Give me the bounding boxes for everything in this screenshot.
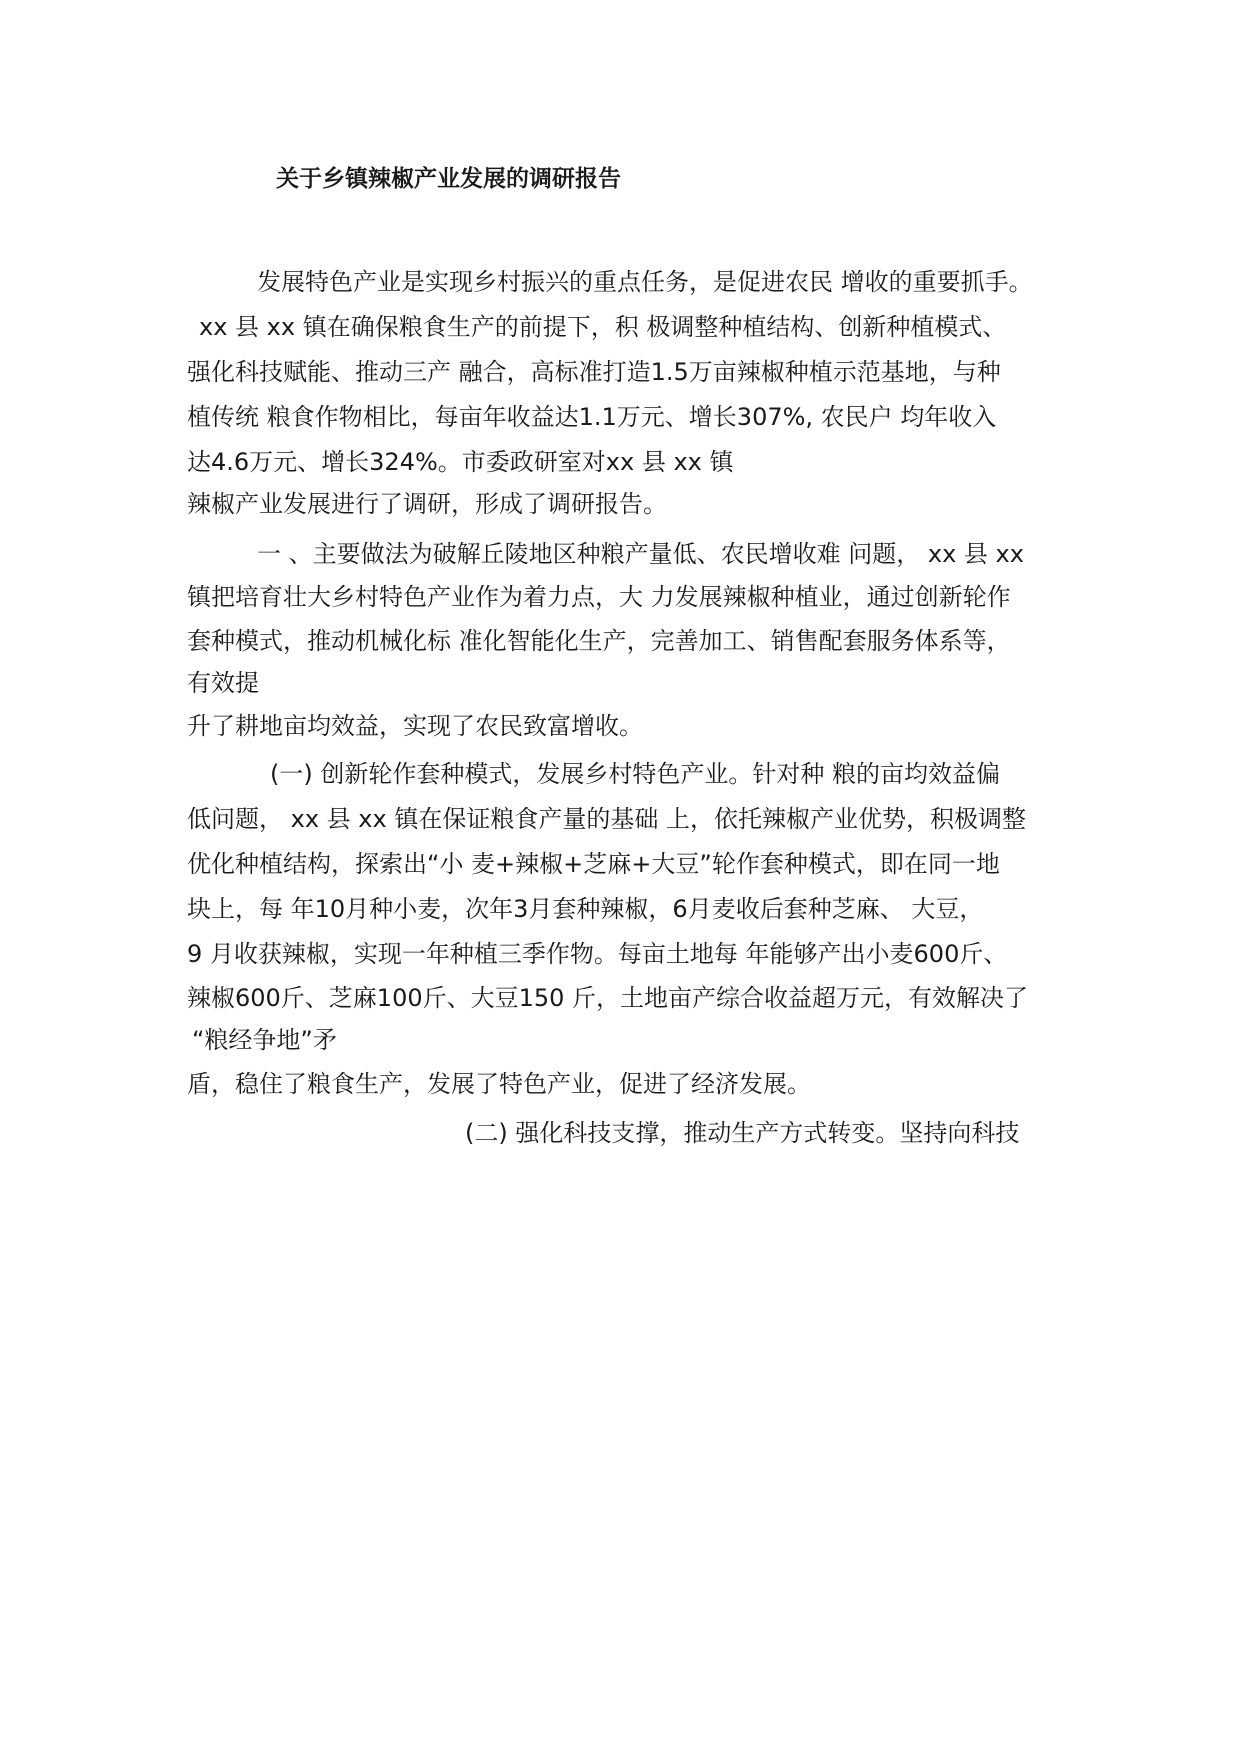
paragraph-line: “粮经争地”矛 xyxy=(192,1026,337,1054)
paragraph-line: 升了耕地亩均效益，实现了农民致富增收。 xyxy=(187,712,643,740)
paragraph-line: 强化科技赋能、推动三产 融合，高标准打造1.5万亩辣椒种植示范基地，与种 xyxy=(187,358,1001,386)
paragraph-line: (一) 创新轮作套种模式，发展乡村特色产业。针对种 粮的亩均效益偏 xyxy=(270,760,1000,788)
paragraph-line: 套种模式，推动机械化标 准化智能化生产，完善加工、销售配套服务体系等， xyxy=(187,627,1011,655)
paragraph-line: 镇把培育壮大乡村特色产业作为着力点，大 力发展辣椒种植业，通过创新轮作 xyxy=(187,583,1011,611)
paragraph-line: 9 月收获辣椒，实现一年种植三季作物。每亩土地每 年能够产出小麦600斤、 xyxy=(187,940,1008,968)
paragraph-line: (二) 强化科技支撑，推动生产方式转变。坚持向科技 xyxy=(465,1119,1020,1147)
paragraph-line: xx 县 xx 镇在确保粮食生产的前提下，积 极调整种植结构、创新种植模式、 xyxy=(199,313,1007,341)
paragraph-line: 达4.6万元、增长324%。市委政研室对xx 县 xx 镇 xyxy=(187,448,734,476)
document-title: 关于乡镇辣椒产业发展的调研报告 xyxy=(276,166,621,192)
paragraph-line: 辣椒600斤、芝麻100斤、大豆150 斤，土地亩产综合收益超万元，有效解决了 xyxy=(187,984,1029,1012)
paragraph-line: 块上，每 年10月种小麦，次年3月套种辣椒，6月麦收后套种芝麻、 大豆， xyxy=(187,895,984,923)
paragraph-line: 植传统 粮食作物相比，每亩年收益达1.1万元、增长307%, 农民户 均年收入 xyxy=(187,403,997,431)
paragraph-line: 有效提 xyxy=(187,669,259,697)
paragraph-line: 低问题， xx 县 xx 镇在保证粮食产量的基础 上，依托辣椒产业优势，积极调整 xyxy=(187,805,1026,833)
paragraph-line: 发展特色产业是实现乡村振兴的重点任务，是促进农民 增收的重要抓手。 xyxy=(257,268,1033,296)
paragraph-line: 盾，稳住了粮食生产，发展了特色产业，促进了经济发展。 xyxy=(187,1070,811,1098)
paragraph-line: 优化种植结构，探索出“小 麦+辣椒+芝麻+大豆”轮作套种模式，即在同一地 xyxy=(187,850,1000,878)
paragraph-line: 一 、主要做法为破解丘陵地区种粮产量低、农民增收难 问题， xx 县 xx xyxy=(257,540,1024,568)
paragraph-line: 辣椒产业发展进行了调研，形成了调研报告。 xyxy=(187,490,667,518)
